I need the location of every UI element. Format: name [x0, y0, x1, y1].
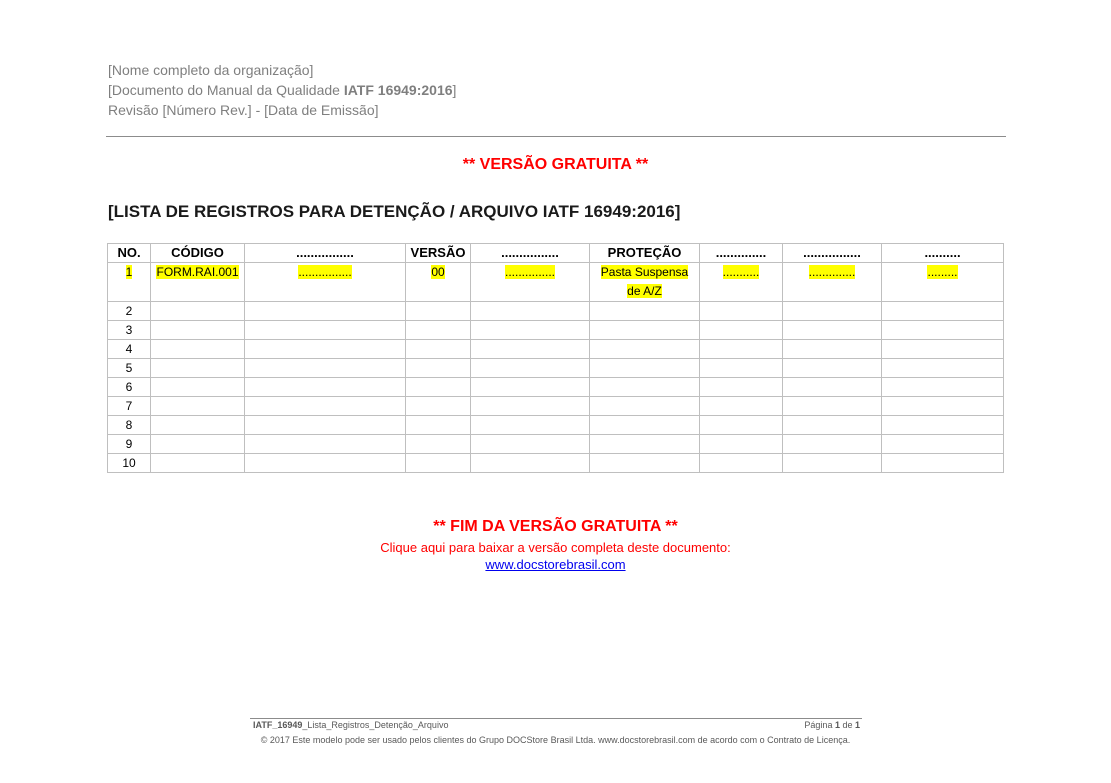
table-header-row	[108, 244, 1004, 263]
table-cell[interactable]	[151, 340, 245, 359]
table-cell[interactable]	[590, 397, 700, 416]
table-cell[interactable]	[406, 435, 471, 454]
table-cell[interactable]	[406, 359, 471, 378]
col-header-blank-9: ..........	[882, 244, 1004, 263]
footer-filename: IATF_16949_Lista_Registros_Detenção_Arquivo	[253, 720, 449, 730]
footer-copyright: © 2017 Este modelo pode ser usado pelos clientes do Grupo DOCStore Brasil Ltda. www.docstorebrasil.com de acordo com o Contrato de Licença.	[260, 735, 851, 745]
table-cell[interactable]	[245, 321, 406, 340]
table-cell[interactable]	[471, 340, 590, 359]
table-cell[interactable]	[783, 454, 882, 473]
docstore-link[interactable]: www.docstorebrasil.com	[485, 557, 626, 572]
table-cell[interactable]	[700, 302, 783, 321]
table-cell[interactable]	[406, 340, 471, 359]
end-free-version-block	[0, 517, 1111, 574]
table-cell[interactable]	[245, 378, 406, 397]
table-row	[108, 263, 1004, 302]
table-cell[interactable]	[783, 302, 882, 321]
table-cell[interactable]	[783, 359, 882, 378]
table-row	[108, 340, 1004, 359]
cell-no[interactable]: 3	[108, 321, 151, 340]
table-cell[interactable]	[406, 302, 471, 321]
col-header-protecao: PROTEÇÃO	[590, 244, 700, 263]
table-cell[interactable]	[783, 435, 882, 454]
table-cell[interactable]	[783, 397, 882, 416]
table-cell[interactable]	[471, 397, 590, 416]
table-cell[interactable]	[882, 397, 1004, 416]
cell-no[interactable]: 9	[108, 435, 151, 454]
cell-no[interactable]: 1	[108, 263, 151, 302]
cell-no[interactable]: 2	[108, 302, 151, 321]
table-cell[interactable]	[471, 454, 590, 473]
table-cell[interactable]	[151, 378, 245, 397]
table-cell[interactable]	[882, 435, 1004, 454]
manual-prefix: [Documento do Manual da Qualidade	[108, 82, 344, 98]
table-row	[108, 454, 1004, 473]
table-cell[interactable]	[700, 416, 783, 435]
table-cell[interactable]	[471, 435, 590, 454]
col-header-blank-5: ................	[471, 244, 590, 263]
table-cell[interactable]	[471, 359, 590, 378]
header-divider	[106, 136, 1006, 137]
download-note: Clique aqui para baixar a versão completa deste documento:	[380, 540, 731, 555]
cell-col3[interactable]: ................	[245, 263, 406, 302]
table-cell[interactable]	[406, 397, 471, 416]
table-cell[interactable]	[151, 454, 245, 473]
table-cell[interactable]	[882, 454, 1004, 473]
table-cell[interactable]	[783, 340, 882, 359]
table-cell[interactable]	[151, 435, 245, 454]
table-row	[108, 302, 1004, 321]
col-header-no: NO.	[108, 244, 151, 263]
cell-protecao[interactable]: Pasta Suspensa de A/Z	[590, 263, 700, 302]
table-cell[interactable]	[700, 435, 783, 454]
table-cell[interactable]	[471, 378, 590, 397]
table-row	[108, 397, 1004, 416]
table-cell[interactable]	[406, 378, 471, 397]
table-cell[interactable]	[245, 302, 406, 321]
table-cell[interactable]	[783, 416, 882, 435]
revision-line: Revisão [Número Rev.] - [Data de Emissão]	[108, 102, 379, 118]
table-cell[interactable]	[590, 359, 700, 378]
cell-col7[interactable]: ...........	[700, 263, 783, 302]
table-cell[interactable]	[700, 359, 783, 378]
table-cell[interactable]	[406, 416, 471, 435]
cell-no[interactable]: 5	[108, 359, 151, 378]
table-cell[interactable]	[471, 321, 590, 340]
table-cell[interactable]	[700, 397, 783, 416]
table-cell[interactable]	[245, 397, 406, 416]
table-cell[interactable]	[590, 435, 700, 454]
cell-versao[interactable]: 00	[406, 263, 471, 302]
table-cell[interactable]	[245, 340, 406, 359]
table-cell[interactable]	[245, 359, 406, 378]
cell-col5[interactable]: ...............	[471, 263, 590, 302]
table-cell[interactable]	[151, 321, 245, 340]
table-cell[interactable]	[783, 378, 882, 397]
free-version-title: ** VERSÃO GRATUITA **	[462, 156, 649, 173]
cell-no[interactable]: 4	[108, 340, 151, 359]
table-row	[108, 416, 1004, 435]
table-cell[interactable]	[700, 321, 783, 340]
table-cell[interactable]	[590, 378, 700, 397]
cell-col9[interactable]: .........	[882, 263, 1004, 302]
org-name-line: [Nome completo da organização]	[108, 62, 314, 78]
table-row	[108, 378, 1004, 397]
cell-col8[interactable]: ..............	[783, 263, 882, 302]
table-cell[interactable]	[471, 302, 590, 321]
table-cell[interactable]	[882, 359, 1004, 378]
manual-suffix: ]	[452, 82, 457, 98]
document-header	[108, 60, 456, 120]
table-row	[108, 435, 1004, 454]
table-cell[interactable]	[590, 454, 700, 473]
cell-codigo[interactable]: FORM.RAI.001	[151, 263, 245, 302]
table-cell[interactable]	[245, 416, 406, 435]
table-cell[interactable]	[700, 454, 783, 473]
col-header-versao: VERSÃO	[406, 244, 471, 263]
col-header-blank-3: ................	[245, 244, 406, 263]
table-cell[interactable]	[590, 302, 700, 321]
table-cell[interactable]	[700, 340, 783, 359]
table-cell[interactable]	[471, 416, 590, 435]
manual-standard: IATF 16949:2016	[343, 82, 453, 98]
col-header-blank-8: ................	[783, 244, 882, 263]
table-cell[interactable]	[882, 340, 1004, 359]
table-cell[interactable]	[151, 359, 245, 378]
records-table	[107, 243, 1004, 473]
cell-no[interactable]: 7	[108, 397, 151, 416]
col-header-blank-7: ..............	[700, 244, 783, 263]
table-row	[108, 359, 1004, 378]
col-header-codigo: CÓDIGO	[151, 244, 245, 263]
manual-line	[108, 80, 456, 100]
table-cell[interactable]	[700, 378, 783, 397]
end-free-version-title: ** FIM DA VERSÃO GRATUITA **	[433, 518, 678, 535]
cell-no[interactable]: 8	[108, 416, 151, 435]
document-title: [LISTA DE REGISTROS PARA DETENÇÃO / ARQUIVO IATF 16949:2016]	[108, 202, 681, 221]
table-cell[interactable]	[882, 378, 1004, 397]
table-cell[interactable]	[783, 321, 882, 340]
table-cell[interactable]	[406, 454, 471, 473]
table-row	[108, 321, 1004, 340]
table-cell[interactable]	[245, 435, 406, 454]
table-cell[interactable]	[882, 302, 1004, 321]
table-cell[interactable]	[590, 321, 700, 340]
table-cell[interactable]	[882, 416, 1004, 435]
cell-no[interactable]: 10	[108, 454, 151, 473]
table-cell[interactable]	[882, 321, 1004, 340]
footer-divider	[250, 718, 862, 719]
table-cell[interactable]	[590, 416, 700, 435]
footer-page-number: Página 1 de 1	[804, 720, 860, 730]
table-cell[interactable]	[406, 321, 471, 340]
table-cell[interactable]	[590, 340, 700, 359]
table-cell[interactable]	[151, 302, 245, 321]
table-cell[interactable]	[151, 416, 245, 435]
table-cell[interactable]	[245, 454, 406, 473]
cell-no[interactable]: 6	[108, 378, 151, 397]
table-cell[interactable]	[151, 397, 245, 416]
